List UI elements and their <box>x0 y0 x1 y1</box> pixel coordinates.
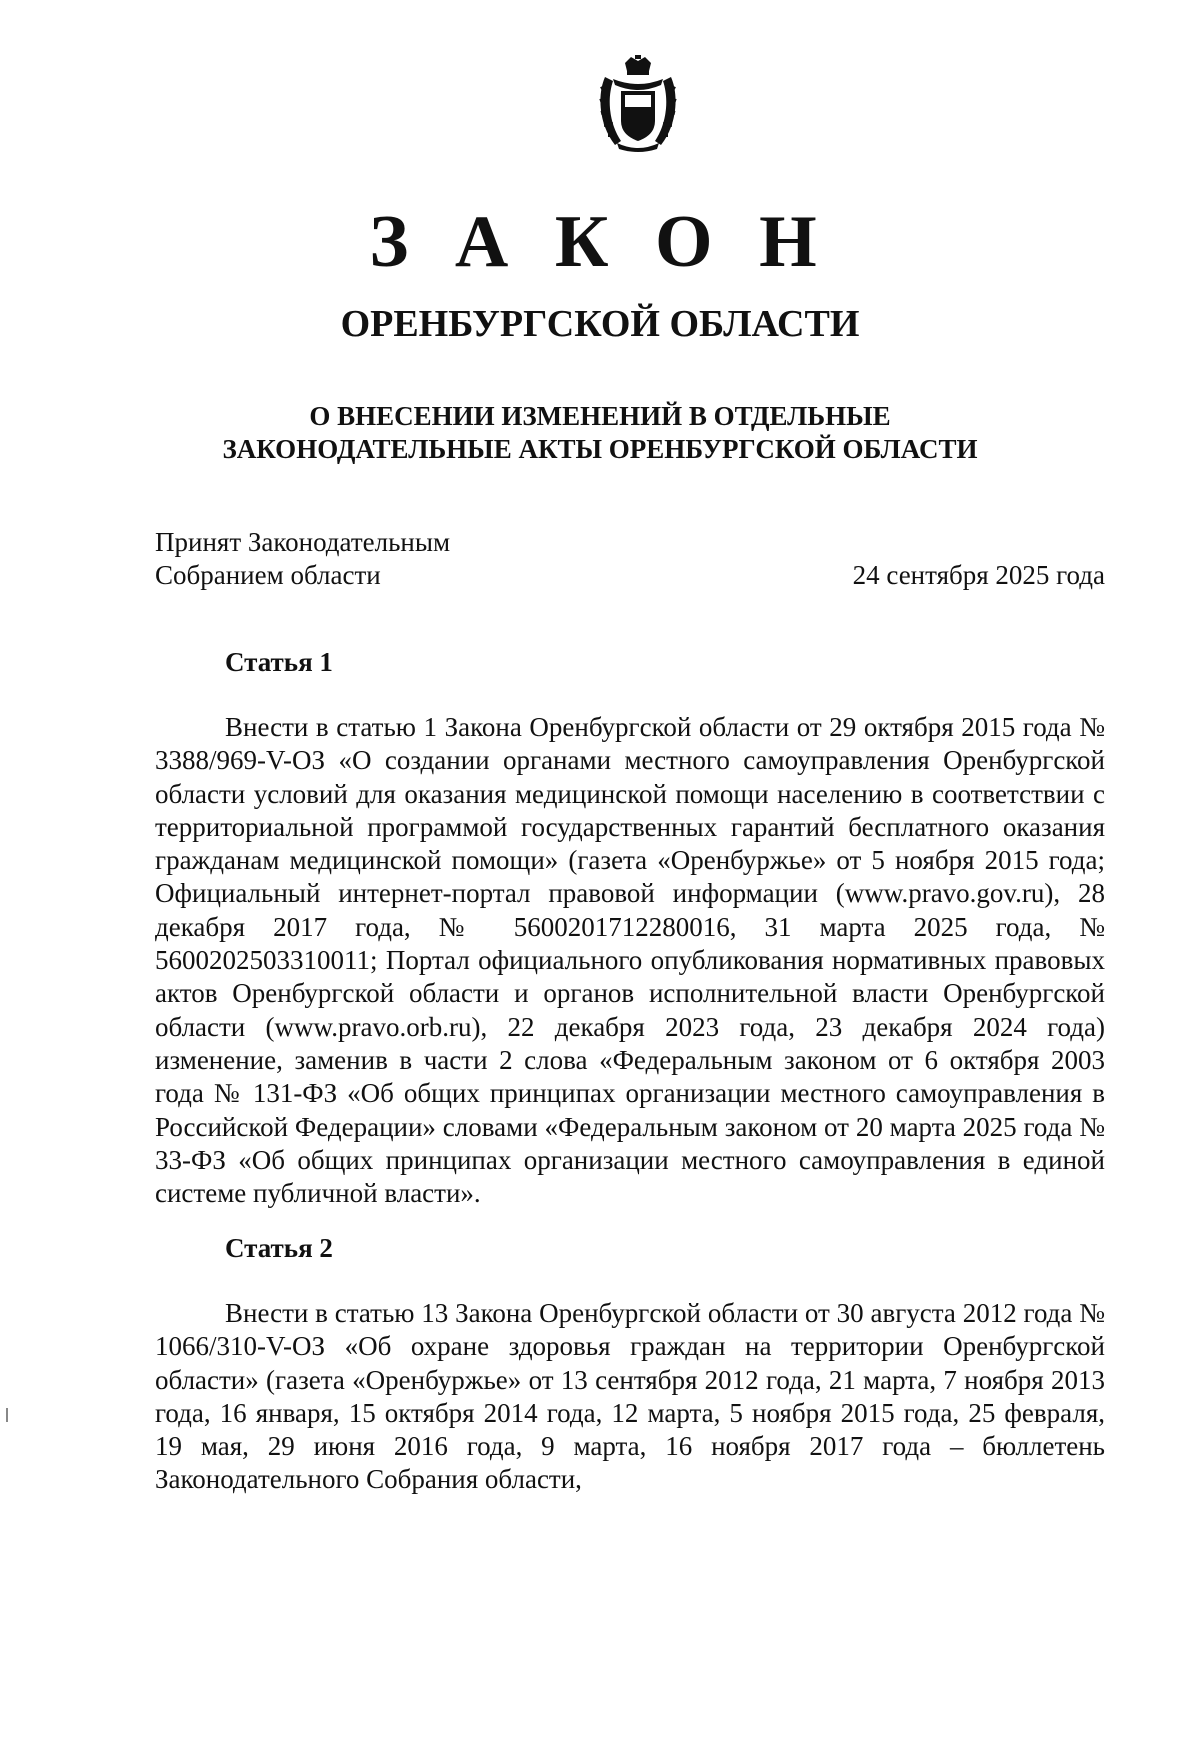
adopted-by-line: Принят Законодательным <box>155 527 451 557</box>
article-1-body: Внести в статью 1 Закона Оренбургской области от 29 октября 2015 года № 3388/969-V-ОЗ «О создании органами местного самоуправления Оренбургской области условий для оказания медицинской помощи населению в соответствии с территориальной программой государственных гарантий бесплатного оказания гражданам медицинской помощи» (газета «Оренбуржье» от 5 ноября 2015 года; Официальный интернет-портал правовой информации (www.pravo.gov.ru), 28 декабря 2017 года, № 5600201712280016, 31 марта 2025 года, № 5600202503310011; Портал официального опубликования нормативных правовых актов Оренбургской области и органов исполнительной власти Оренбургской области (www.pravo.orb.ru), 22 декабря 2023 года, 23 декабря 2024 года) изменение, заменив в части 2 слова «Федеральным законом от 6 октября 2003 года № 131-ФЗ «Об общих принципах организации местного самоуправления в Российской Федерации» словами «Федеральным законом от 20 марта 2025 года № 33-ФЗ «Об общих принципах организации местного самоуправления в единой системе публичной власти». <box>155 712 1105 1209</box>
article-1-title: Статья 1 <box>225 647 333 677</box>
law-heading <box>0 400 1200 466</box>
adopted-by-line: Собранием области <box>155 560 381 590</box>
document-title: З А К О Н <box>369 201 831 283</box>
scan-margin-mark <box>6 1408 8 1422</box>
law-heading-line: ЗАКОНОДАТЕЛЬНЫЕ АКТЫ ОРЕНБУРГСКОЙ ОБЛАСТИ <box>222 434 978 464</box>
adopted-by <box>155 526 450 592</box>
article-2-title: Статья 2 <box>225 1233 333 1263</box>
document-subtitle: ОРЕНБУРГСКОЙ ОБЛАСТИ <box>340 303 860 345</box>
article-2-body: Внести в статью 13 Закона Оренбургской области от 30 августа 2012 года № 1066/310-V-ОЗ «Об охране здоровья граждан на территории Оренбургской области» (газета «Оренбуржье» от 13 сентября 2012 года, 21 марта, 7 ноября 2013 года, 16 января, 15 октября 2014 года, 12 марта, 5 ноября 2015 года, 25 февраля, 19 мая, 29 июня 2016 года, 9 марта, 16 ноября 2017 года – бюллетень Законодательного Собрания области, <box>155 1298 1105 1495</box>
adoption-date: 24 сентября 2025 года <box>852 560 1105 590</box>
law-heading-line: О ВНЕСЕНИИ ИЗМЕНЕНИЙ В ОТДЕЛЬНЫЕ <box>309 401 891 431</box>
orenburg-coat-of-arms-icon <box>595 55 681 155</box>
